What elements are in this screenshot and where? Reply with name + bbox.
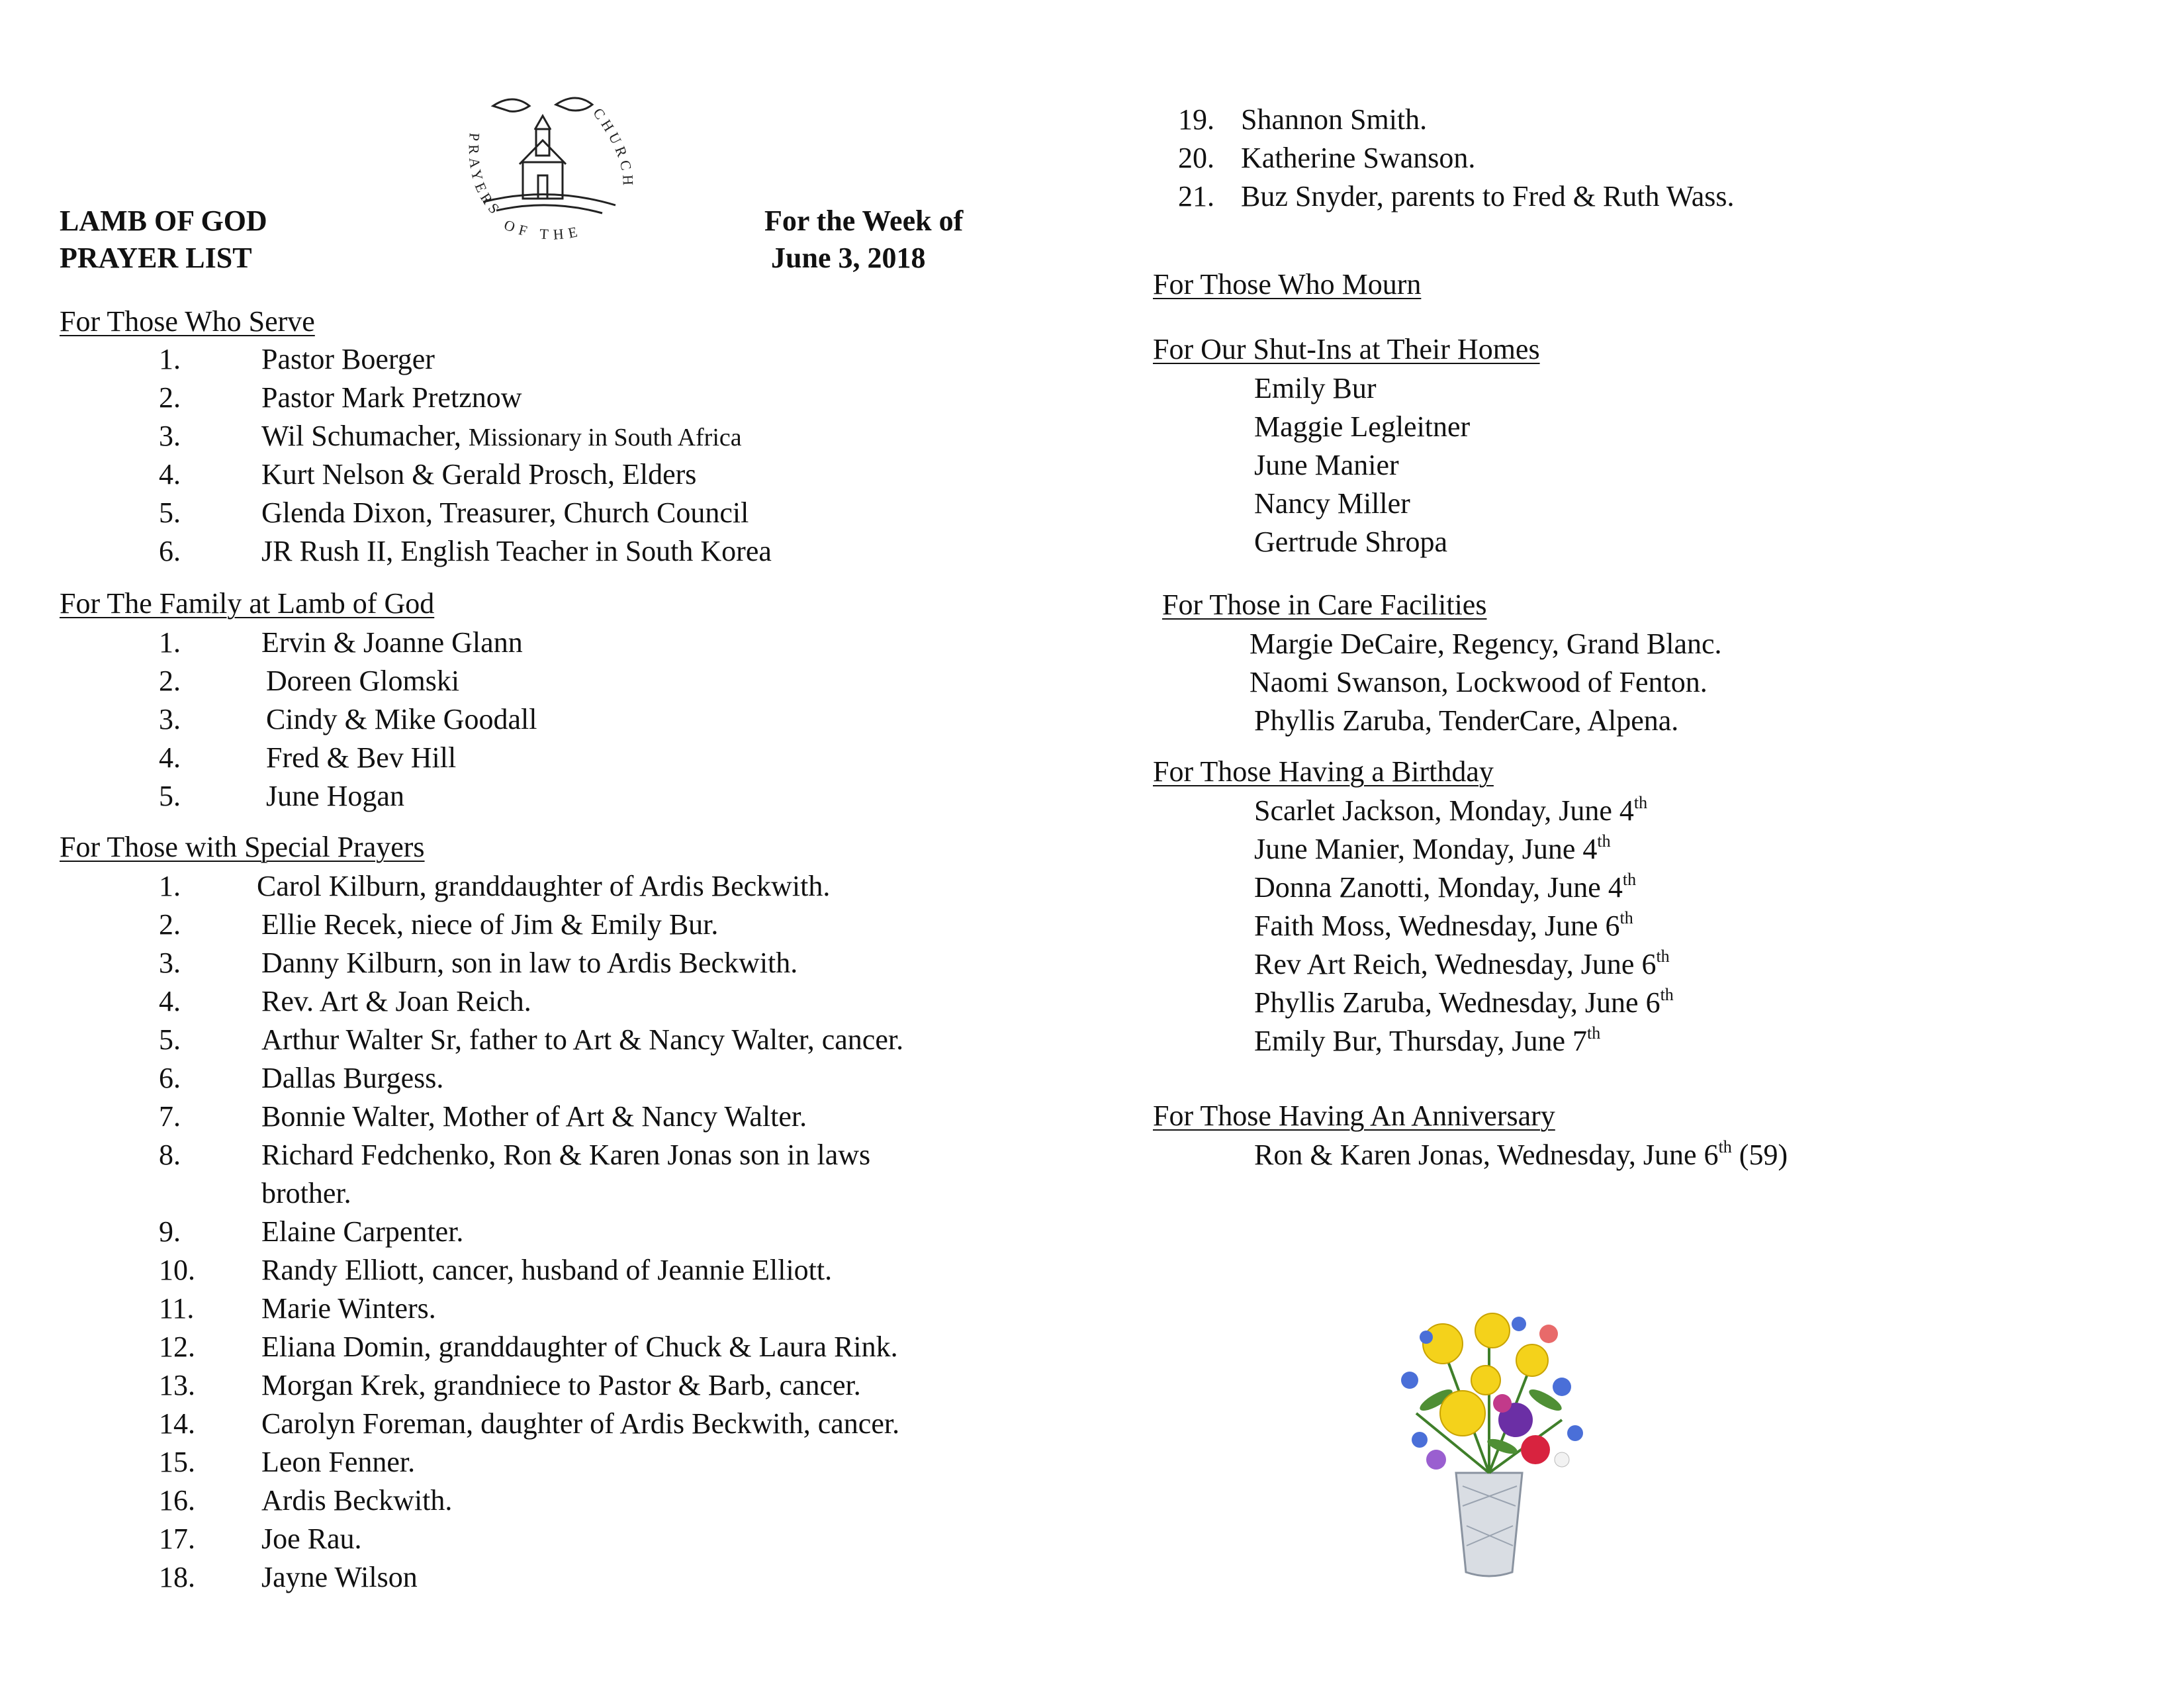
item-note: Missionary in South Africa (468, 424, 742, 451)
item-text: Kurt Nelson & Gerald Prosch, Elders (261, 458, 697, 491)
flower-vase-image (1363, 1307, 1615, 1585)
item-text: Danny Kilburn, son in law to Ardis Beckwith. (261, 947, 798, 979)
list-item (1254, 1022, 1600, 1060)
item-text: June Manier, Monday, June 4 (1254, 833, 1598, 865)
item-number: 5. (159, 496, 181, 529)
item-text: Doreen Glomski (266, 665, 460, 697)
title-line-1: LAMB OF GOD (60, 205, 267, 237)
item-number: 10. (159, 1254, 195, 1286)
item-number: 6. (159, 1062, 181, 1094)
item-number: 4. (159, 458, 181, 491)
item-text: Carolyn Foreman, daughter of Ardis Beckwith, cancer. (261, 1407, 900, 1440)
item-text: Faith Moss, Wednesday, June 6 (1254, 910, 1620, 942)
item-text: brother. (261, 1177, 351, 1209)
birthday-heading: For Those Having a Birthday (1153, 755, 1494, 788)
ordinal-suffix: th (1586, 1023, 1601, 1043)
svg-text:PRAYERS: PRAYERS (465, 132, 506, 220)
list-item (1254, 792, 1647, 830)
item-text: Carol Kilburn, granddaughter of Ardis Beckwith. (257, 870, 831, 902)
item-text: Richard Fedchenko, Ron & Karen Jonas son in laws (261, 1139, 871, 1171)
family-heading: For The Family at Lamb of God (60, 587, 435, 620)
list-item (1254, 945, 1670, 984)
svg-text:OF THE: OF THE (502, 216, 584, 243)
list-item (1254, 830, 1611, 868)
special-heading: For Those with Special Prayers (60, 831, 425, 863)
item-number: 17. (159, 1523, 195, 1555)
item-number: 11. (159, 1292, 195, 1325)
list-item: Maggie Legleitner (1254, 410, 1471, 443)
mourn-heading: For Those Who Mourn (1153, 268, 1422, 301)
week-line-1: For the Week of (764, 205, 964, 237)
item-text: JR Rush II, English Teacher in South Korea (261, 535, 772, 567)
item-text: Leon Fenner. (261, 1446, 416, 1478)
anniversary-heading: For Those Having An Anniversary (1153, 1100, 1555, 1132)
week-label (764, 203, 963, 277)
list-item (1254, 1136, 1788, 1174)
list-item: Nancy Miller (1254, 487, 1410, 520)
item-text (261, 417, 742, 457)
item-number: 2. (159, 665, 181, 697)
item-number: 21. (1178, 180, 1214, 212)
item-text: Cindy & Mike Goodall (266, 703, 537, 735)
item-text: Phyllis Zaruba, Wednesday, June 6 (1254, 986, 1661, 1019)
item-number: 18. (159, 1561, 195, 1593)
item-text: Katherine Swanson. (1241, 142, 1476, 174)
item-number: 19. (1178, 103, 1214, 136)
list-item: Naomi Swanson, Lockwood of Fenton. (1250, 666, 1707, 698)
item-text: Rev. Art & Joan Reich. (261, 985, 531, 1017)
item-text: Emily Bur, Thursday, June 7 (1254, 1025, 1587, 1057)
ordinal-suffix: th (1619, 908, 1633, 927)
item-number: 1. (159, 870, 181, 902)
item-number: 4. (159, 741, 181, 774)
item-text: Elaine Carpenter. (261, 1215, 464, 1248)
document-title (60, 203, 267, 277)
ordinal-suffix: th (1718, 1137, 1732, 1156)
ordinal-suffix: th (1622, 870, 1637, 889)
item-name: Wil Schumacher, (261, 420, 461, 452)
item-text: Glenda Dixon, Treasurer, Church Council (261, 496, 749, 529)
item-text: Bonnie Walter, Mother of Art & Nancy Walter. (261, 1100, 807, 1133)
item-number: 3. (159, 703, 181, 735)
item-text: Fred & Bev Hill (266, 741, 457, 774)
item-text: Rev Art Reich, Wednesday, June 6 (1254, 948, 1657, 980)
item-text: Joe Rau. (261, 1523, 362, 1555)
week-line-2: June 3, 2018 (771, 242, 926, 274)
title-line-2: PRAYER LIST (60, 242, 252, 274)
item-text: June Hogan (266, 780, 404, 812)
svg-text:CHURCH: CHURCH (590, 105, 637, 190)
list-item (1254, 984, 1674, 1022)
item-number: 13. (159, 1369, 195, 1401)
item-text: Ardis Beckwith. (261, 1484, 453, 1517)
item-number: 7. (159, 1100, 181, 1133)
item-text: Ron & Karen Jonas, Wednesday, June 6 (1254, 1139, 1719, 1171)
item-text: Arthur Walter Sr, father to Art & Nancy Walter, cancer. (261, 1023, 904, 1056)
item-number: 5. (159, 1023, 181, 1056)
item-number: 3. (159, 947, 181, 979)
list-item: June Manier (1254, 449, 1399, 481)
ordinal-suffix: th (1597, 831, 1611, 851)
item-text: Buz Snyder, parents to Fred & Ruth Wass. (1241, 180, 1735, 212)
item-text: Dallas Burgess. (261, 1062, 444, 1094)
vase-icon (1456, 1473, 1522, 1576)
item-text: Pastor Mark Pretznow (261, 381, 522, 414)
item-number: 3. (159, 420, 181, 452)
item-number: 6. (159, 535, 181, 567)
list-item: Emily Bur (1254, 372, 1377, 404)
item-text: Morgan Krek, grandniece to Pastor & Barb, cancer. (261, 1369, 861, 1401)
serve-heading: For Those Who Serve (60, 305, 315, 338)
item-text: Ellie Recek, niece of Jim & Emily Bur. (261, 908, 719, 941)
item-number: 12. (159, 1331, 195, 1363)
item-number: 15. (159, 1446, 195, 1478)
item-text: Donna Zanotti, Monday, June 4 (1254, 871, 1623, 904)
ordinal-suffix: th (1660, 985, 1674, 1004)
item-number: 14. (159, 1407, 195, 1440)
item-number: 1. (159, 626, 181, 659)
ordinal-suffix: th (1656, 947, 1670, 966)
item-text: Scarlet Jackson, Monday, June 4 (1254, 794, 1634, 827)
item-text: Shannon Smith. (1241, 103, 1428, 136)
item-number: 9. (159, 1215, 181, 1248)
item-text: Marie Winters. (261, 1292, 436, 1325)
item-number: 1. (159, 343, 181, 375)
list-item (1254, 868, 1636, 907)
shutins-heading: For Our Shut-Ins at Their Homes (1153, 333, 1540, 365)
list-item (1254, 907, 1633, 945)
item-number: 4. (159, 985, 181, 1017)
item-number: 5. (159, 780, 181, 812)
ordinal-suffix: th (1633, 793, 1648, 812)
item-text: Eliana Domin, granddaughter of Chuck & Laura Rink. (261, 1331, 898, 1363)
item-number: 8. (159, 1139, 181, 1171)
list-item: Margie DeCaire, Regency, Grand Blanc. (1250, 628, 1722, 660)
item-number: 16. (159, 1484, 195, 1517)
item-text: Jayne Wilson (261, 1561, 418, 1593)
item-years: (59) (1731, 1139, 1788, 1171)
item-number: 20. (1178, 142, 1214, 174)
item-text: Ervin & Joanne Glann (261, 626, 523, 659)
item-text: Pastor Boerger (261, 343, 435, 375)
care-heading: For Those in Care Facilities (1162, 588, 1487, 621)
list-item: Gertrude Shropa (1254, 526, 1448, 558)
prayers-of-the-church-emblem (457, 93, 649, 245)
item-text: Randy Elliott, cancer, husband of Jeannie Elliott. (261, 1254, 833, 1286)
list-item: Phyllis Zaruba, TenderCare, Alpena. (1254, 704, 1679, 737)
item-number: 2. (159, 908, 181, 941)
item-number: 2. (159, 381, 181, 414)
